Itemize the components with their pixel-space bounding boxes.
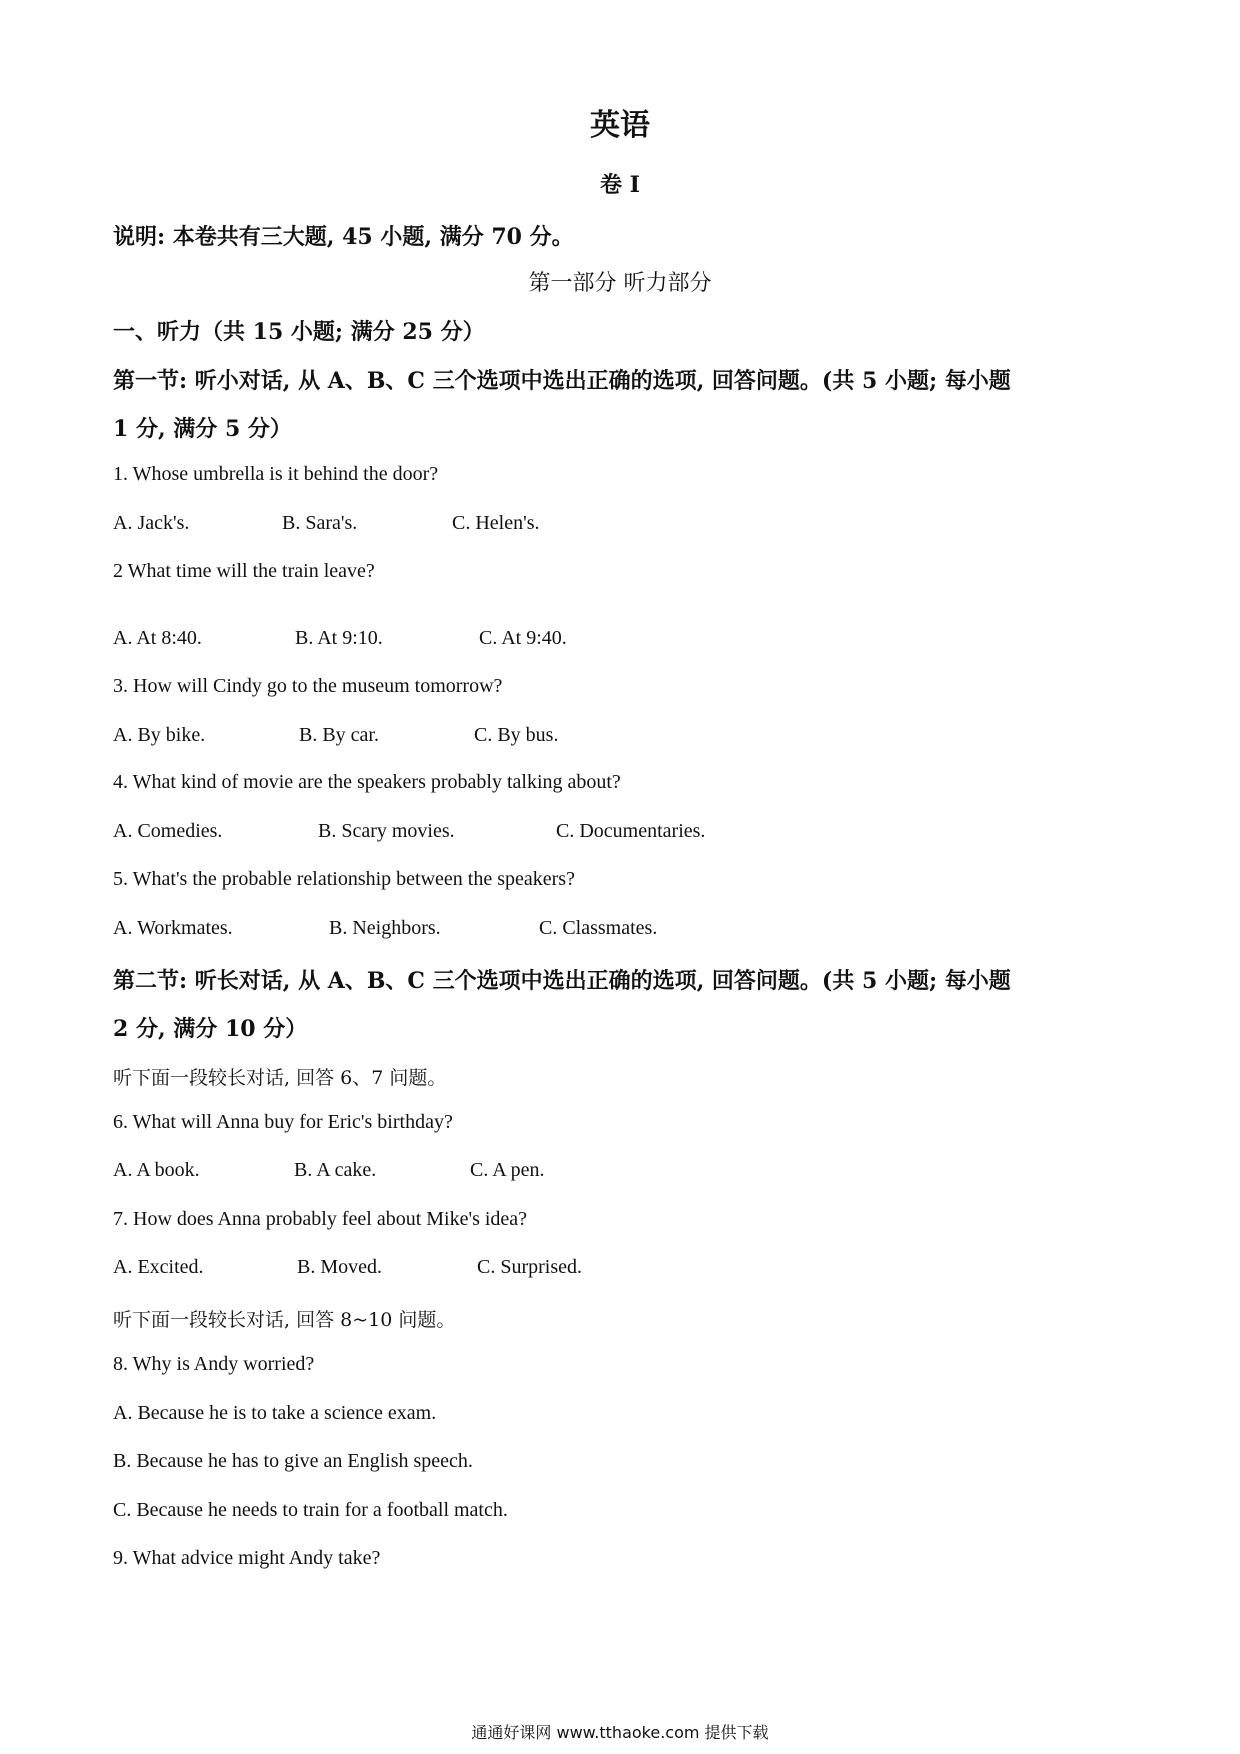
q8-option-c: C. Because he needs to train for a football match. (113, 1499, 508, 1521)
q4-option-c: C. Documentaries. (556, 820, 706, 842)
q6-option-a: A. A book. (113, 1159, 200, 1181)
q5-option-b: B. Neighbors. (329, 917, 441, 939)
q3-option-b: B. By car. (299, 724, 379, 746)
q1-option-c: C. Helen's. (452, 512, 540, 534)
listening-note-8-10: 听下面一段较长对话, 回答 8~10 问题。 (113, 1309, 456, 1331)
q7-option-c: C. Surprised. (477, 1256, 582, 1278)
q1-option-b: B. Sara's. (282, 512, 358, 534)
volume-title: 卷 I (600, 172, 640, 198)
q6-option-b: B. A cake. (294, 1159, 377, 1181)
question-3: 3. How will Cindy go to the museum tomorrow? (113, 675, 503, 697)
instructions: 说明: 本卷共有三大题, 45 小题, 满分 70 分。 (113, 224, 574, 250)
question-6: 6. What will Anna buy for Eric's birthday? (113, 1111, 453, 1133)
q3-option-c: C. By bus. (474, 724, 559, 746)
question-8: 8. Why is Andy worried? (113, 1353, 315, 1375)
q3-option-a: A. By bike. (113, 724, 206, 746)
q5-option-a: A. Workmates. (113, 917, 233, 939)
listening-heading: 一、听力（共 15 小题; 满分 25 分） (113, 319, 485, 345)
section2-heading-line2: 2 分, 满分 10 分） (113, 1016, 308, 1042)
q5-option-c: C. Classmates. (539, 917, 658, 939)
q4-option-b: B. Scary movies. (318, 820, 455, 842)
q4-option-a: A. Comedies. (113, 820, 223, 842)
section1-heading-line2: 1 分, 满分 5 分） (113, 416, 292, 442)
section2-heading-line1: 第二节: 听长对话, 从 A、B、C 三个选项中选出正确的选项, 回答问题。(共 5 小题; 每小题 (113, 968, 1011, 994)
q7-option-b: B. Moved. (297, 1256, 382, 1278)
question-9: 9. What advice might Andy take? (113, 1547, 381, 1569)
q8-option-a: A. Because he is to take a science exam. (113, 1402, 437, 1424)
question-4: 4. What kind of movie are the speakers probably talking about? (113, 771, 621, 793)
q2-option-b: B. At 9:10. (295, 627, 383, 649)
q7-option-a: A. Excited. (113, 1256, 204, 1278)
listening-note-6-7: 听下面一段较长对话, 回答 6、7 问题。 (113, 1067, 447, 1089)
q8-option-b: B. Because he has to give an English speech. (113, 1450, 473, 1472)
part1-title-text: 第一部分 听力部分 (528, 271, 712, 296)
question-5: 5. What's the probable relationship between the speakers? (113, 868, 575, 890)
section1-heading-line1: 第一节: 听小对话, 从 A、B、C 三个选项中选出正确的选项, 回答问题。(共 5 小题; 每小题 (113, 368, 1011, 394)
subject-title: 英语 (590, 108, 650, 143)
q1-option-a: A. Jack's. (113, 512, 190, 534)
question-7: 7. How does Anna probably feel about Mike's idea? (113, 1208, 528, 1230)
question-2: 2 What time will the train leave? (113, 560, 375, 582)
question-1: 1. Whose umbrella is it behind the door? (113, 463, 439, 485)
q2-option-a: A. At 8:40. (113, 627, 202, 649)
q6-option-c: C. A pen. (470, 1159, 545, 1181)
part1-title (0, 266, 1240, 297)
page-footer: 通通好课网 www.tthaoke.com 提供下载 (471, 1723, 769, 1742)
q2-option-c: C. At 9:40. (479, 627, 567, 649)
